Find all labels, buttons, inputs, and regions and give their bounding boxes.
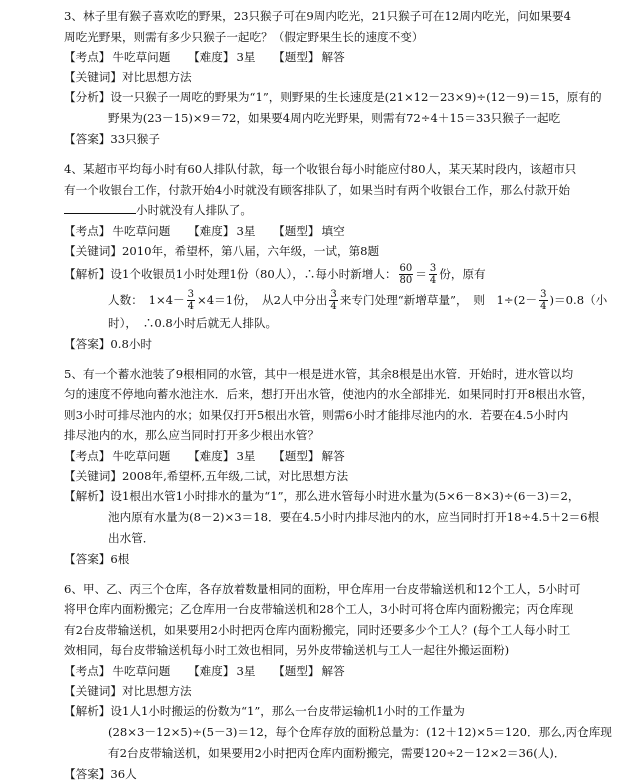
question-line: 有一个收银台工作，付款开始4小时就没有顾客排队了，如果当时有两个收银台工作，那么付款开始	[64, 182, 570, 197]
fraction	[187, 289, 195, 312]
kaodian-value: 牛吃草问题	[112, 223, 171, 238]
keyword-row	[64, 241, 612, 261]
question-line: 排尽池内的水，那么应当同时打开多少根出水管？	[64, 428, 320, 442]
keyword-value: 对比思想方法	[121, 683, 192, 698]
fraction-denominator: 4	[187, 301, 195, 312]
keyword-value: 2008年,希望杯,五年级,二试，对比思想方法	[121, 468, 349, 483]
fraction-numerator: 3	[330, 289, 337, 300]
question-line	[64, 200, 612, 221]
question-line: 周吃光野果，则需有多少只猴子一起吃？（假定野果生长的速度不变）	[64, 29, 424, 44]
question-line: 4、某超市平均每小时有60人排队付款，每一个收银台每小时能应付80人，某天某时段内，该超市只	[64, 162, 577, 176]
fraction-numerator: 60	[399, 263, 413, 274]
solution-text: ×4＝1份， 从2人中分出	[197, 292, 328, 307]
question-line: 6、甲、乙、丙三个仓库，各存放着数量相同的面粉，甲仓库用一台皮带输送机和12个工人，5小时可	[64, 581, 581, 596]
nandu-tag: 【难度】	[188, 50, 235, 64]
equals-sign: ＝	[415, 266, 427, 281]
answer-value: 33只猴子	[110, 132, 160, 146]
solution-text: 设1根出水管1小时排水的量为“1”，那么进水管每小时进水量为(5×6－8×3)÷(6－3)＝2，	[110, 488, 580, 503]
answer-tag: 【答案】	[64, 132, 111, 146]
analysis-line: 野果为(23－15)×9＝72，如果要4周内吃光野果，则需有72÷4＋15＝33只猴子一起吃	[108, 111, 561, 125]
solution-text: 来专门处理“新增草量”， 则 1÷(2－	[339, 292, 538, 307]
kaodian-tag: 【考点】	[64, 223, 111, 238]
solution-line	[64, 287, 612, 313]
analysis-line	[64, 87, 612, 108]
solution-line: 池内原有水量为(8－2)×3＝18．要在4.5小时内排尽池内的水，应当同时打开18÷4.5＋2＝6根	[108, 509, 600, 524]
solution-tag: 【解析】	[64, 488, 111, 503]
answer-tag: 【答案】	[64, 766, 111, 781]
question-line: 则3小时可排尽池内的水；如果仅打开5根出水管，则需6小时才能排尽池内的水．若要在4.5小时内	[64, 407, 569, 422]
solution-text: 份，原有	[439, 266, 486, 281]
solution-text: 设1个收银员1小时处理1份（80人），∴每小时新增人：	[110, 266, 397, 281]
tixing-tag: 【题型】	[273, 223, 320, 238]
answer-tag: 【答案】	[64, 551, 111, 566]
keyword-tag: 【关键词】	[64, 468, 122, 483]
problem-3	[64, 6, 612, 149]
solution-line	[64, 701, 612, 722]
question-text: 小时就没有人排队了。	[136, 203, 252, 217]
solution-text: )＝0.8（小	[549, 292, 608, 307]
meta-row	[64, 47, 612, 67]
kaodian-value: 牛吃草问题	[112, 50, 171, 64]
keyword-value: 对比思想方法	[121, 70, 192, 84]
problem-4	[64, 159, 612, 354]
solution-tag: 【解析】	[64, 266, 111, 281]
question-line: 有2台皮带输送机，如果要用2小时把丙仓库内面粉搬完，同时还要多少个工人？(每个工人每小时工	[64, 622, 571, 637]
analysis-tag: 【分析】	[64, 90, 111, 104]
problem-6	[64, 579, 612, 784]
solution-line	[64, 486, 612, 507]
keyword-tag: 【关键词】	[64, 243, 122, 258]
tixing-value: 解答	[321, 448, 345, 463]
answer-row	[64, 549, 612, 569]
keyword-row	[64, 67, 612, 87]
keyword-row	[64, 681, 612, 701]
tixing-tag: 【题型】	[273, 663, 320, 678]
analysis-text: 设一只猴子一周吃的野果为“1”，则野果的生长速度是(21×12－23×9)÷(12－9)＝15，原有的	[110, 90, 602, 104]
question-line: 3、林子里有猴子喜欢吃的野果，23只猴子可在9周内吃光，21只猴子可在12周内吃光，问如果要4	[64, 9, 571, 23]
kaodian-value: 牛吃草问题	[112, 663, 171, 678]
fraction	[429, 263, 437, 286]
question-line: 5、有一个蓄水池装了9根相同的水管，其中一根是进水管，其余8根是出水管．开始时，进水管以均	[64, 366, 574, 381]
tixing-value: 解答	[321, 663, 345, 678]
keyword-value: 2010年，希望杯，第八届，六年级，一试，第8题	[121, 243, 380, 258]
answer-value: 36人	[110, 766, 137, 781]
fraction-numerator: 3	[429, 263, 437, 274]
tixing-value: 填空	[321, 223, 345, 238]
question-line: 效相同，每台皮带输送机每小时工效也相同，另外皮带输送机与工人一起往外搬运面粉)	[64, 643, 510, 657]
meta-row	[64, 661, 612, 681]
answer-row	[64, 764, 612, 784]
answer-row	[64, 334, 612, 354]
nandu-tag: 【难度】	[188, 448, 235, 463]
keyword-tag: 【关键词】	[64, 683, 122, 698]
solution-line: 出水管．	[108, 530, 155, 545]
solution-text: 设1人1小时搬运的份数为“1”，那么一台皮带运输机1小时的工作量为	[110, 703, 465, 718]
answer-row	[64, 129, 612, 149]
nandu-value: 3星	[236, 663, 256, 678]
solution-line	[64, 261, 612, 287]
fraction	[329, 289, 337, 312]
nandu-value: 3星	[236, 448, 256, 463]
solution-tag: 【解析】	[64, 703, 111, 718]
tixing-tag: 【题型】	[273, 448, 320, 463]
answer-tag: 【答案】	[64, 336, 111, 351]
keyword-tag: 【关键词】	[64, 70, 122, 84]
fraction-denominator: 4	[540, 301, 547, 312]
fraction-denominator: 4	[429, 275, 437, 286]
nandu-value: 3星	[236, 50, 256, 64]
fraction	[399, 263, 414, 286]
kaodian-tag: 【考点】	[64, 663, 111, 678]
meta-row	[64, 446, 612, 466]
kaodian-value: 牛吃草问题	[112, 448, 171, 463]
solution-text: 人数： 1×4－	[108, 292, 185, 307]
answer-value: 0.8小时	[110, 336, 153, 351]
question-line: 匀的速度不停地向蓄水池注水．后来，想打开出水管，使池内的水全部排光．如果同时打开8根出水管，	[64, 387, 594, 401]
answer-value: 6根	[110, 551, 130, 566]
fraction-denominator: 4	[330, 301, 337, 312]
solution-line: 有2台皮带输送机，如果要用2小时把丙仓库内面粉搬完，需要120÷2－12×2＝36(人)．	[108, 745, 566, 760]
fraction	[539, 289, 547, 312]
solution-line: (28×3－12×5)÷(5－3)＝12，每个仓库存放的面粉总量为：(12＋12)×5＝120．那么,丙仓库现	[108, 724, 612, 739]
fraction-numerator: 3	[540, 289, 547, 300]
nandu-tag: 【难度】	[188, 223, 235, 238]
meta-row	[64, 221, 612, 241]
tixing-value: 解答	[321, 50, 345, 64]
nandu-value: 3星	[236, 223, 256, 238]
fraction-denominator: 80	[399, 275, 413, 286]
keyword-row	[64, 466, 612, 486]
answer-blank	[64, 201, 136, 214]
nandu-tag: 【难度】	[188, 663, 235, 678]
problem-5	[64, 364, 612, 569]
solution-line: 时）， ∴0.8小时后就无人排队。	[108, 315, 278, 330]
tixing-tag: 【题型】	[273, 50, 320, 64]
kaodian-tag: 【考点】	[64, 50, 111, 64]
fraction-numerator: 3	[187, 289, 195, 300]
kaodian-tag: 【考点】	[64, 448, 111, 463]
question-line: 将甲仓库内面粉搬完；乙仓库用一台皮带输送机和28个工人，3小时可将仓库内面粉搬完；丙仓库现	[64, 602, 574, 616]
